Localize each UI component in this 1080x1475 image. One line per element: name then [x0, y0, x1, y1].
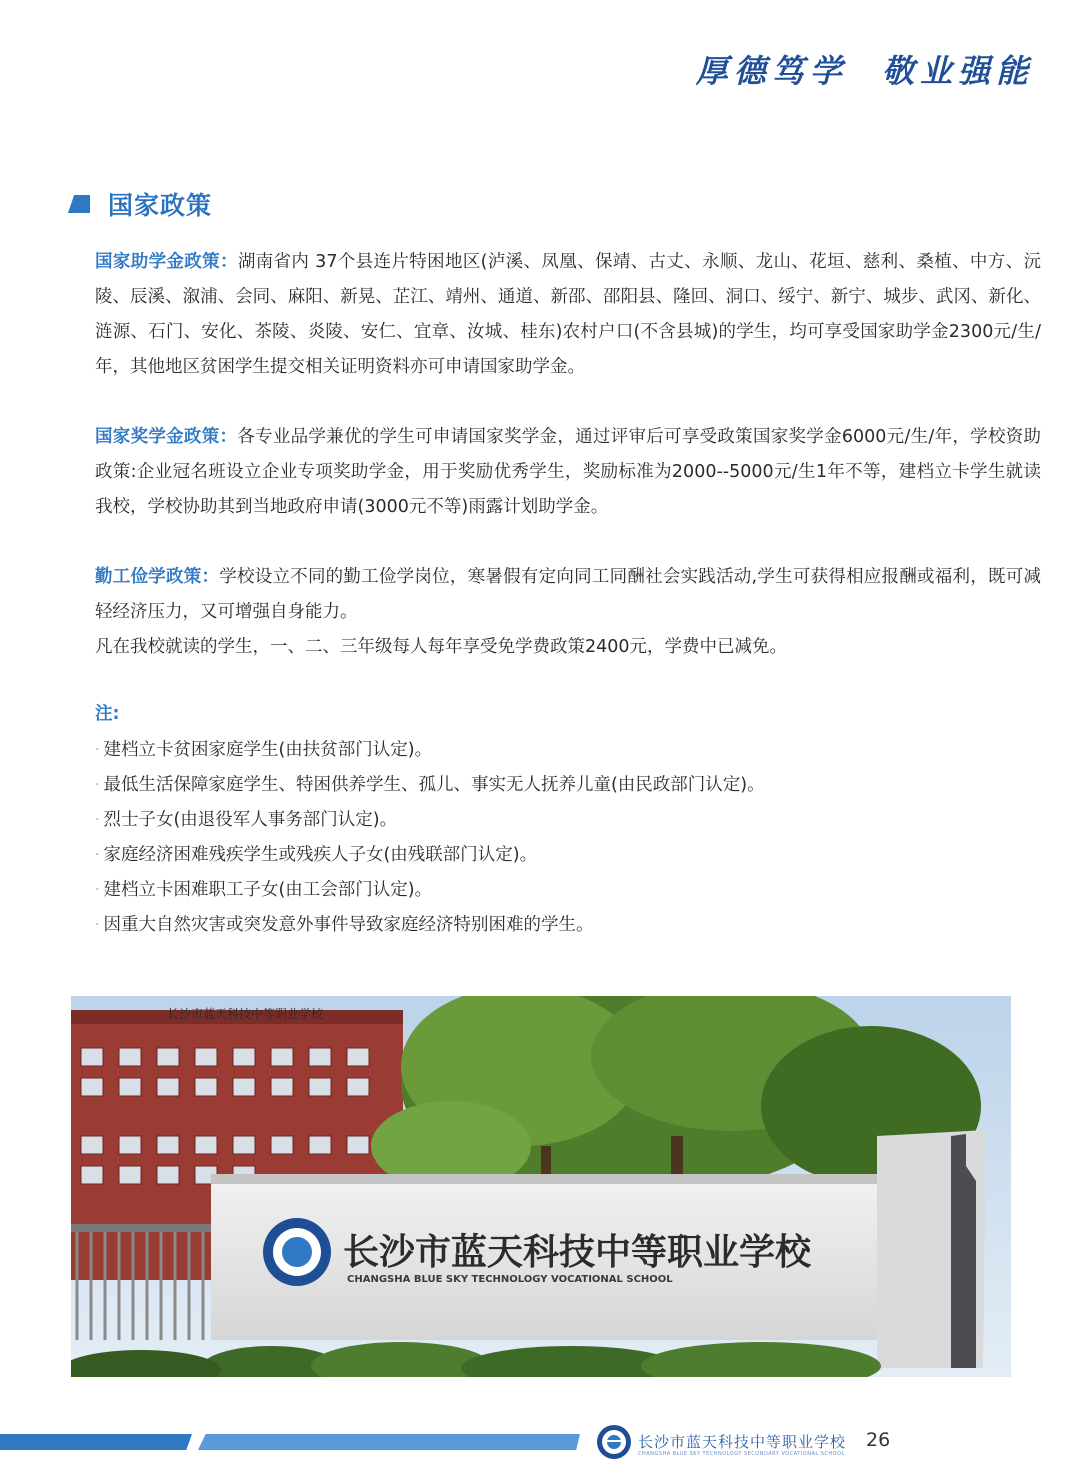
section-heading	[68, 186, 212, 222]
policy-grant-label: 国家助学金政策：	[95, 252, 238, 272]
header-motto: 厚德笃学 敬业强能	[695, 52, 1034, 90]
note-text: 建档立卡贫困家庭学生(由扶贫部门认定)。	[103, 740, 433, 760]
notes-list	[95, 733, 1041, 943]
note-item	[95, 873, 1041, 908]
note-text: 因重大自然灾害或突发意外事件导致家庭经济特别困难的学生。	[103, 915, 594, 935]
policy-grant-text: 湖南省内 37个县连片特困地区(泸溪、凤凰、保靖、古丈、永顺、龙山、花垣、慈利、桑植、中方、沅陵、辰溪、溆浦、会同、麻阳、新晃、芷江、靖州、通道、新邵、邵阳县、隆回、洞口、绥宁、新宁、城步、武冈、新化、涟源、石门、安化、茶陵、炎陵、安仁、宜章、汝城、桂东)农村户口(不含县城)的学生，均可享受国家助学金2300元/生/年，其他地区贫困学生提交相关证明资料亦可申请国家助学金。	[95, 252, 1041, 377]
footer-school-name-en: CHANGSHA BLUE SKY TECHNOLOGY SECONDARY VOCATIONAL SCHOOL	[638, 1451, 845, 1457]
note-text: 最低生活保障家庭学生、特困供养学生、孤儿、事实无人抚养儿童(由民政部门认定)。	[103, 775, 765, 795]
policy-scholarship-paragraph	[95, 420, 1041, 525]
policy-scholarship-text: 各专业品学兼优的学生可申请国家奖学金，通过评审后可享受政策国家奖学金6000元/生/年，学校资助政策:企业冠名班设立企业专项奖助学金，用于奖励优秀学生，奖励标准为2000--5000元/生1年不等，建档立卡学生就读我校，学校协助其到当地政府申请(3000元不等)雨露计划助学金。	[95, 427, 1042, 517]
school-logo-icon	[596, 1424, 632, 1460]
page-number: 26	[866, 1429, 891, 1451]
section-marker-icon	[68, 195, 90, 213]
note-item	[95, 908, 1041, 943]
gate-sign-en: CHANGSHA BLUE SKY TECHNOLOGY VOCATIONAL SCHOOL	[347, 1274, 673, 1285]
note-item	[95, 838, 1041, 873]
policy-scholarship-label: 国家奖学金政策：	[95, 427, 238, 447]
notes-title: 注:	[95, 704, 120, 724]
building-sign: 长沙市蓝天科技中等职业学校	[167, 1007, 324, 1021]
policy-workstudy-label: 勤工俭学政策：	[95, 567, 220, 587]
note-item	[95, 803, 1041, 838]
bullet-icon: ·	[95, 847, 100, 863]
bullet-icon: ·	[95, 742, 100, 758]
gate-sign-cn: 长沙市蓝天科技中等职业学校	[343, 1231, 812, 1273]
bullet-icon: ·	[95, 812, 100, 828]
note-text: 建档立卡困难职工子女(由工会部门认定)。	[103, 880, 433, 900]
footer-stripe-middle	[198, 1434, 580, 1450]
footer-school-name: 长沙市蓝天科技中等职业学校	[638, 1433, 847, 1451]
note-text: 家庭经济困难残疾学生或残疾人子女(由残联部门认定)。	[103, 845, 538, 865]
bullet-icon: ·	[95, 777, 100, 793]
campus-gate-photo	[71, 996, 1011, 1377]
campus-gate-illustration	[71, 996, 1011, 1377]
note-text: 烈士子女(由退役军人事务部门认定)。	[103, 810, 398, 830]
policy-grant-paragraph	[95, 245, 1041, 385]
note-item	[95, 733, 1041, 768]
bullet-icon: ·	[95, 917, 100, 933]
section-title: 国家政策	[108, 191, 213, 220]
tuition-waiver-text: 凡在我校就读的学生，一、二、三年级每人每年享受免学费政策2400元，学费中已减免。	[95, 637, 788, 657]
footer-stripe-left	[0, 1434, 192, 1450]
note-item	[95, 768, 1041, 803]
policy-workstudy-text: 学校设立不同的勤工俭学岗位，寒暑假有定向同工同酬社会实践活动,学生可获得相应报酬或福利，既可减轻经济压力，又可增强自身能力。	[95, 567, 1042, 622]
bullet-icon: ·	[95, 882, 100, 898]
policy-workstudy-paragraph	[95, 560, 1041, 665]
